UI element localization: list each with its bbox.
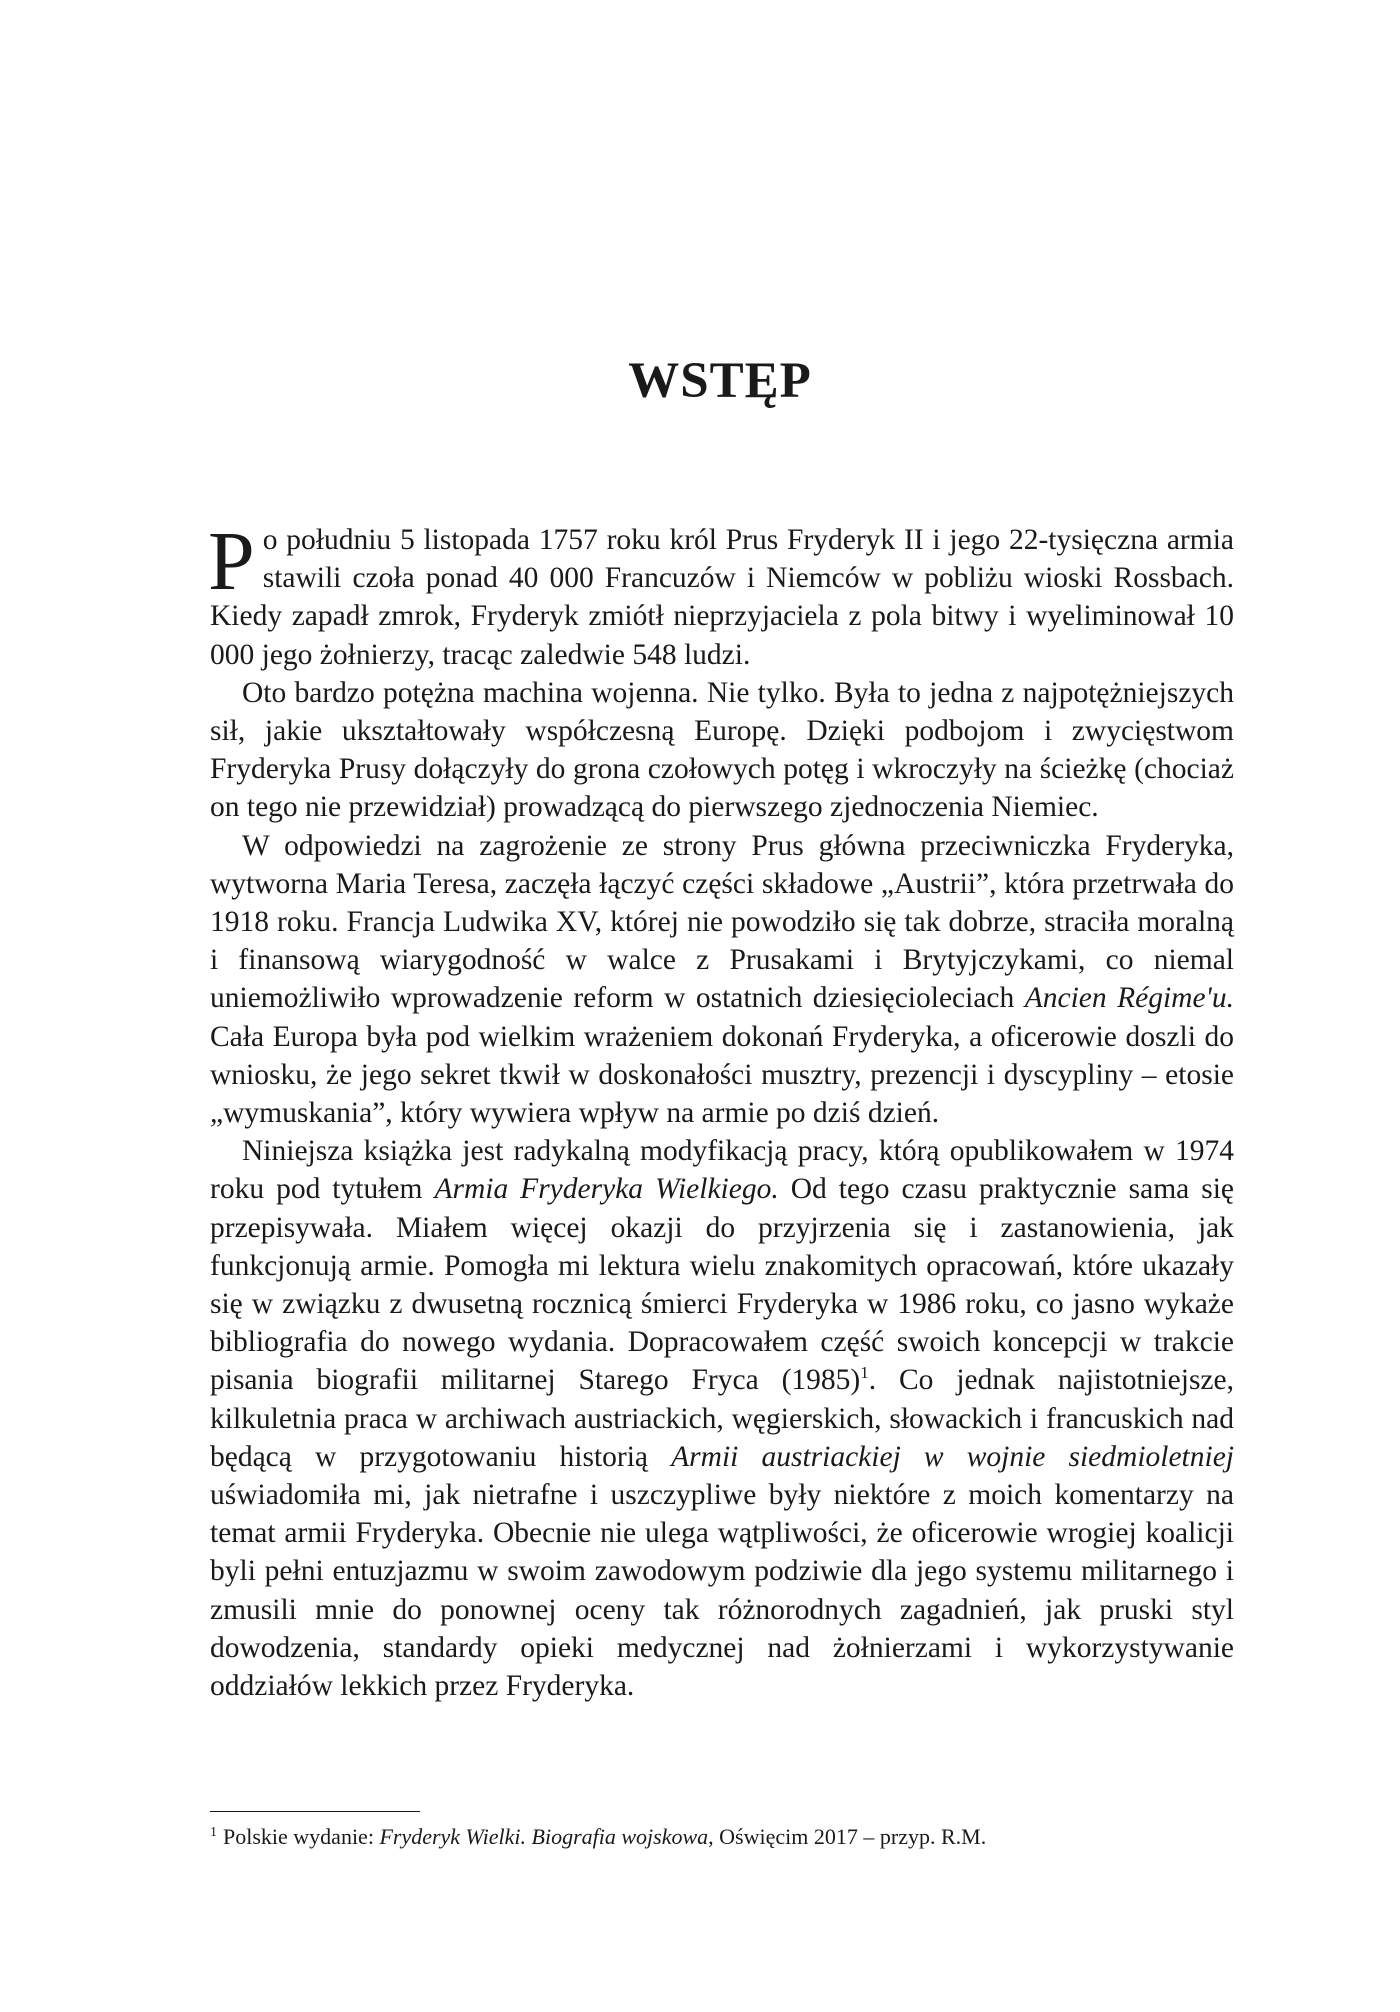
paragraph-1 xyxy=(208,515,1234,674)
paragraph-4-text-b: Od tego czasu praktycznie sama się przepisywała. Miałem więcej okazji do przyjrzenia się i zastanowienia, jak funkcjonują armie. Pomogła mi lektura wielu znakomitych opracowań, które ukazały się w związku z dwusetną rocznicą śmierci Fryderyka w 1986 roku, co jasno wykaże bibliografia do nowego wydania. Dopracowałem część swoich koncepcji w trakcie pisania biografii militarnej Starego Fryca (1985) xyxy=(210,1173,1235,1397)
footnote-text-b: , Oświęcim 2017 – przyp. R.M. xyxy=(708,1824,987,1849)
footnote-reference: 1 xyxy=(860,1363,869,1383)
paragraph-4-italic-b: Armii austriackiej w wojnie siedmioletniej xyxy=(671,1440,1234,1473)
paragraph-4-text-a: Niniejsza książka jest radykalną modyfikacją pracy, którą opublikowałem w 1974 roku pod tytułem xyxy=(210,1135,1234,1206)
paragraph-1-text: o południu 5 listopada 1757 roku król Prus Fryderyk II i jego 22-tysięczna armia stawili czoła ponad 40 000 Francuzów i Niemców w pobliżu wioski Rossbach. Kiedy zapadł zmrok, Fryderyk zmiótł nieprzyjaciela z pola bitwy i wyeliminował 10 000 jego żołnierzy, tracąc zaledwie 548 ludzi. xyxy=(210,524,1234,671)
paragraph-3-italic: Ancien Régime'u. xyxy=(1024,982,1234,1015)
chapter-title: WSTĘP xyxy=(628,353,812,409)
paragraph-4-italic-a: Armia Fryderyka Wielkiego. xyxy=(434,1173,779,1206)
paragraph-4 xyxy=(210,1132,1234,1705)
footnote-text-a: Polskie wydanie: xyxy=(223,1824,380,1849)
body-text xyxy=(208,515,1235,1705)
paragraph-3-text-b: Cała Europa była pod wielkim wrażeniem dokonań Fryderyka, a oficerowie doszli do wniosku, że jego sekret tkwił w doskonałości musztry, prezencji i dyscypliny – etosie „wymuskania”, który wywiera wpływ na armie po dziś dzień. xyxy=(210,1020,1234,1130)
drop-cap: P xyxy=(208,515,255,608)
footnote-divider xyxy=(210,1811,420,1812)
paragraph-3 xyxy=(210,827,1234,1133)
paragraph-2: Oto bardzo potężna machina wojenna. Nie tylko. Była to jedna z najpotężniejszych sił, jakie ukształtowały współczesną Europę. Dzięki podbojom i zwycięstwom Fryderyka Prusy dołączyły do grona czołowych potęg i wkroczyły na ścieżkę (chociaż on tego nie przewidział) prowadzącą do pierwszego zjednoczenia Niemiec. xyxy=(210,676,1234,824)
footnote-number: 1 xyxy=(210,1824,217,1840)
paragraph-3-text-a: W odpowiedzi na zagrożenie ze strony Prus główna przeciwniczka Fryderyka, wytworna Maria Teresa, zaczęła łączyć części składowe „Austrii”, która przetrwała do 1918 roku. Francja Ludwika XV, której nie powodziło się tak dobrze, straciła moralną i finansową wiarygodność w walce z Prusakami i Brytyjczykami, co niemal uniemożliwiło wprowadzenie reform w ostatnich dziesięcioleciach xyxy=(210,829,1234,1015)
footnote-italic: Fryderyk Wielki. Biografia wojskowa xyxy=(379,1824,709,1849)
paragraph-4-text-c: . Co jednak najistotniejsze, kilkuletnia praca w archiwach austriackich, węgierskich, słowackich i francuskich nad będącą w przygotowaniu historią xyxy=(210,1364,1234,1473)
footnote xyxy=(210,1823,1234,1851)
paragraph-4-text-d: uświadomiła mi, jak nietrafne i uszczypliwe były niektóre z moich komentarzy na temat armii Fryderyka. Obecnie nie ulega wątpliwości, że oficerowie wrogiej koalicji byli pełni entuzjazmu w swoim zawodowym podziwie dla jego systemu militarnego i zmusili mnie do ponownej oceny tak różnorodnych zagadnień, jak pruski styl dowodzenia, standardy opieki medycznej nad żołnierzami i wykorzystywanie oddziałów lekkich przez Fryderyka. xyxy=(210,1479,1234,1703)
